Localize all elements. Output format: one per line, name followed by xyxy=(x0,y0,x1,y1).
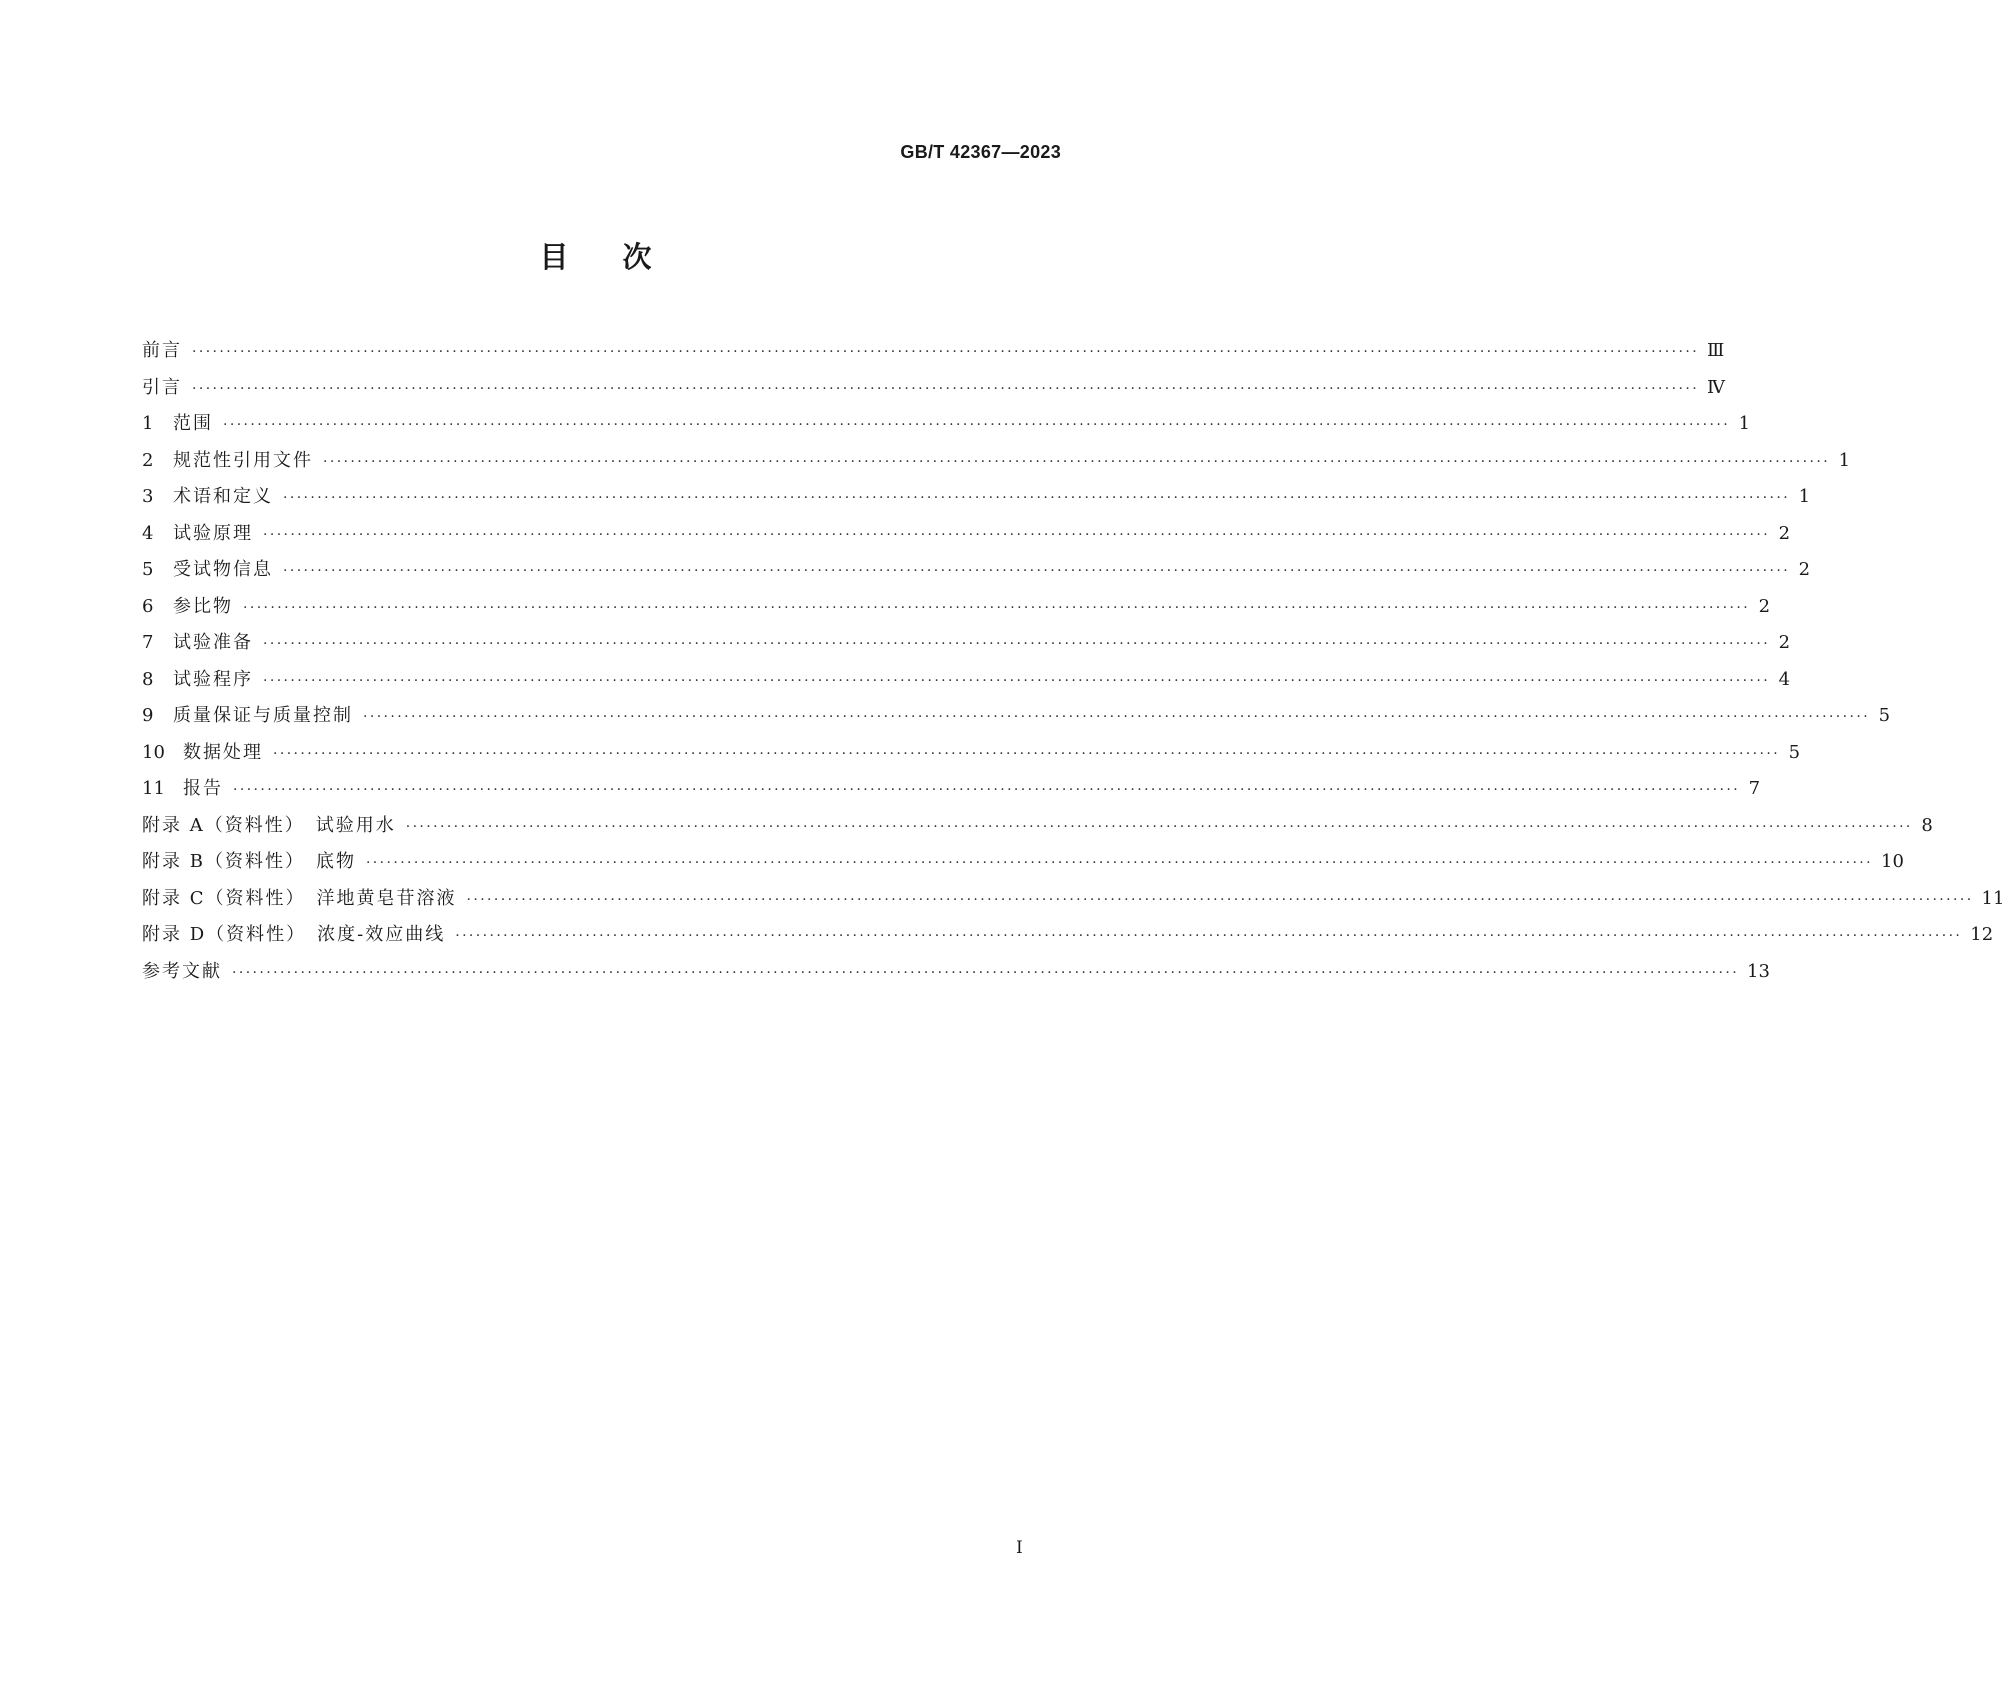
toc-entry-title: 附录 A（资料性） 试验用水 xyxy=(142,814,396,836)
toc-entry-label xyxy=(142,340,182,362)
toc-entry-title: 附录 B（资料性） 底物 xyxy=(142,851,356,872)
toc-entry-page: 1 xyxy=(1838,449,1851,471)
toc-entry[interactable] xyxy=(142,814,1933,852)
toc-entry-page: 2 xyxy=(1778,522,1791,544)
toc-entry-page: Ⅲ xyxy=(1707,340,1725,361)
toc-entry-title: 参比物 xyxy=(173,595,233,617)
toc-entry-page: 5 xyxy=(1788,741,1801,763)
toc-leader-dots: ···························································································································································································································· xyxy=(283,490,1791,506)
toc-entry-label xyxy=(142,778,223,800)
toc-entry[interactable] xyxy=(142,960,1770,998)
toc-entry[interactable] xyxy=(142,522,1791,560)
toc-entry-page: 5 xyxy=(1878,705,1891,726)
toc-entry-title: 引言 xyxy=(142,376,182,398)
toc-entry-label xyxy=(142,961,222,983)
toc-entry-page: 11 xyxy=(1981,887,2004,909)
toc-entry-number: 3 xyxy=(142,486,154,507)
toc-leader-dots: ···························································································································································································································· xyxy=(363,709,1871,725)
toc-entry-title: 前言 xyxy=(142,340,182,361)
toc-entry[interactable] xyxy=(142,595,1771,633)
toc-leader-dots: ···························································································································································································································· xyxy=(263,636,1771,652)
toc-entry-title: 参考文献 xyxy=(142,960,222,982)
toc-entry-title: 范围 xyxy=(173,413,213,434)
toc-leader-dots: ···························································································································································································································· xyxy=(232,964,1740,981)
toc-entry-number: 9 xyxy=(142,705,154,726)
toc-entry-page: 13 xyxy=(1747,960,1770,982)
toc-leader-dots: ···························································································································································································································· xyxy=(323,453,1831,470)
toc-entry[interactable] xyxy=(142,340,1725,377)
toc-entry-title: 附录 C（资料性） 洋地黄皂苷溶液 xyxy=(142,887,457,909)
toc-entry-page: 1 xyxy=(1798,486,1811,507)
toc-leader-dots: ···························································································································································································································· xyxy=(405,818,1913,835)
toc-entry-label xyxy=(142,413,213,435)
toc-leader-dots: ···························································································································································································································· xyxy=(263,672,1771,689)
toc-entry-page: 7 xyxy=(1748,778,1761,799)
standard-number: GB/T 42367—2023 xyxy=(900,142,1061,162)
toc-leader-dots: ···························································································································································································································· xyxy=(283,563,1791,579)
toc-leader-dots: ···························································································································································································································· xyxy=(192,344,1700,360)
toc-entry[interactable] xyxy=(142,924,1994,961)
toc-entry-label xyxy=(142,924,445,946)
toc-entry-label xyxy=(142,815,396,837)
toc-entry-title: 受试物信息 xyxy=(173,559,273,580)
toc-leader-dots: ···························································································································································································································· xyxy=(263,526,1771,543)
toc-leader-dots: ···························································································································································································································· xyxy=(273,745,1781,762)
toc-entry-label xyxy=(142,705,353,727)
toc-entry-label xyxy=(142,377,182,399)
toc-entry[interactable] xyxy=(142,705,1891,742)
toc-entry[interactable] xyxy=(142,741,1801,779)
toc-entry[interactable] xyxy=(142,559,1811,596)
toc-entry-label xyxy=(142,486,273,508)
toc-entry-label xyxy=(142,559,273,581)
toc-entry-number: 5 xyxy=(142,559,154,580)
toc-entry[interactable] xyxy=(142,486,1811,523)
toc-entry-page: 12 xyxy=(1970,924,1994,945)
toc-entry[interactable] xyxy=(142,668,1791,706)
toc-entry-title: 术语和定义 xyxy=(173,486,273,507)
toc-entry-label xyxy=(142,450,313,472)
toc-entry-title: 质量保证与质量控制 xyxy=(173,705,353,726)
toc-entry-title: 试验程序 xyxy=(173,668,253,690)
toc-entry[interactable] xyxy=(142,851,1904,888)
toc-entry-page: 8 xyxy=(1921,814,1933,836)
toc-entry[interactable] xyxy=(142,413,1751,450)
page-title: 目次 xyxy=(539,240,706,274)
toc-entry-page: 10 xyxy=(1881,851,1904,872)
toc-leader-dots: ···························································································································································································································· xyxy=(365,855,1873,871)
toc-entry-label xyxy=(142,742,263,764)
toc-entry-page: Ⅳ xyxy=(1707,376,1726,398)
toc-entry-page: 1 xyxy=(1738,413,1751,434)
toc-entry[interactable] xyxy=(142,778,1761,815)
toc-entry-label xyxy=(142,596,233,618)
toc-entry-number: 10 xyxy=(142,741,165,763)
toc-leader-dots: ···························································································································································································································· xyxy=(455,928,1963,944)
toc-entry-label xyxy=(142,632,253,654)
toc-entry-number: 11 xyxy=(142,778,165,799)
toc-entry-label xyxy=(142,669,253,691)
toc-entry-number: 4 xyxy=(142,522,154,544)
toc-entry-label xyxy=(142,523,253,545)
toc-entry-number: 2 xyxy=(142,449,154,471)
toc-entry-number: 6 xyxy=(142,595,154,617)
toc-leader-dots: ···························································································································································································································· xyxy=(192,380,1700,397)
toc-entry[interactable] xyxy=(142,632,1791,669)
toc-leader-dots: ···························································································································································································································· xyxy=(466,891,1974,908)
toc-entry-page: 2 xyxy=(1758,595,1771,617)
toc-entry-page: 2 xyxy=(1798,559,1811,580)
toc-entry[interactable] xyxy=(142,376,1726,414)
toc-leader-dots: ···························································································································································································································· xyxy=(233,782,1741,798)
toc-entry-number: 8 xyxy=(142,668,154,690)
table-of-contents xyxy=(142,340,2004,997)
toc-entry-title: 数据处理 xyxy=(183,741,263,763)
toc-entry-title: 试验准备 xyxy=(173,632,253,653)
toc-leader-dots: ···························································································································································································································· xyxy=(243,599,1751,616)
toc-entry-page: 2 xyxy=(1778,632,1791,653)
toc-entry-title: 试验原理 xyxy=(173,522,253,544)
toc-entry[interactable] xyxy=(142,887,2004,925)
toc-entry-title: 附录 D（资料性） 浓度-效应曲线 xyxy=(142,924,446,945)
toc-entry[interactable] xyxy=(142,449,1851,487)
toc-entry-number: 7 xyxy=(142,632,154,653)
toc-entry-number: 1 xyxy=(142,413,154,434)
toc-entry-page: 4 xyxy=(1778,668,1791,690)
toc-entry-title: 报告 xyxy=(183,778,223,799)
page-number: Ⅰ xyxy=(1016,1538,1023,1558)
toc-entry-title: 规范性引用文件 xyxy=(173,449,313,471)
toc-entry-label xyxy=(142,851,356,873)
toc-leader-dots: ···························································································································································································································· xyxy=(223,417,1731,433)
toc-entry-label xyxy=(142,888,457,910)
